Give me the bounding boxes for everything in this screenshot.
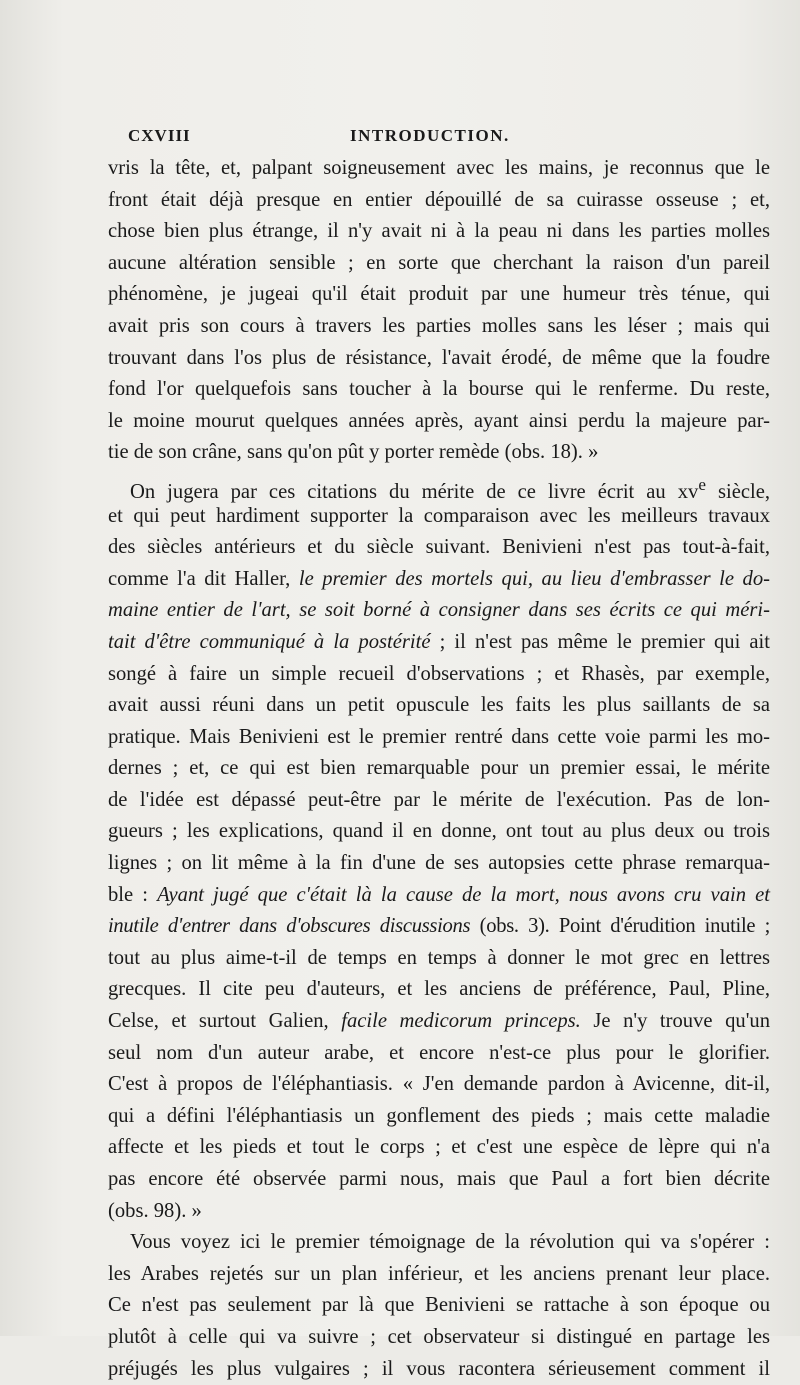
paragraph-start: Vous voyez ici le premier témoignage de la révolution qui va s'opérer : bbox=[130, 1231, 770, 1254]
text-line: trouvant dans l'os plus de résistance, l'avait érodé, de même que la foudre bbox=[108, 346, 770, 369]
text-line: Celse, et surtout Galien, facile medicorum princeps. Je n'y trouve qu'un bbox=[108, 1010, 770, 1033]
text-line: préjugés les plus vulgaires ; il vous racontera sérieusement comment il bbox=[108, 1357, 770, 1380]
text-line: et qui peut hardiment supporter la comparaison avec les meilleurs travaux bbox=[108, 504, 770, 527]
body-text bbox=[108, 153, 770, 1385]
text-line: comme l'a dit Haller, le premier des mortels qui, au lieu d'embrasser le do- bbox=[108, 567, 770, 590]
text-line: front était déjà presque en entier dépouillé de sa cuirasse osseuse ; et, bbox=[108, 188, 770, 211]
text-line: phénomène, je jugeai qu'il était produit par une humeur très ténue, qui bbox=[108, 283, 770, 306]
text-line: seul nom d'un auteur arabe, et encore n'est-ce plus pour le glorifier. bbox=[108, 1041, 770, 1064]
text-line: qui a défini l'éléphantiasis un gonflement des pieds ; mais cette maladie bbox=[108, 1104, 770, 1127]
text-line: plutôt à celle qui va suivre ; cet observateur si distingué en partage les bbox=[108, 1325, 770, 1348]
page-header bbox=[118, 126, 768, 156]
text-line: ble : Ayant jugé que c'était là la cause de la mort, nous avons cru vain et bbox=[108, 883, 770, 906]
text-line: fond l'or quelquefois sans toucher à la bourse qui le renferme. Du reste, bbox=[108, 378, 770, 401]
page-number: CXVIII bbox=[128, 126, 191, 145]
text-line: grecques. Il cite peu d'auteurs, et les anciens de préférence, Paul, Pline, bbox=[108, 978, 770, 1001]
text-line: maine entier de l'art, se soit borné à consigner dans ses écrits ce qui méri- bbox=[108, 599, 770, 622]
text-line: des siècles antérieurs et du siècle suivant. Benivieni n'est pas tout-à-fait, bbox=[108, 536, 770, 559]
text-line: tie de son crâne, sans qu'on pût y porter remède (obs. 18). » bbox=[108, 441, 599, 464]
text-line: songé à faire un simple recueil d'observations ; et Rhasès, par exemple, bbox=[108, 662, 770, 685]
text-line: Ce n'est pas seulement par là que Benivieni se rattache à son époque ou bbox=[108, 1294, 770, 1317]
text-line: de l'idée est dépassé peut-être par le mérite de l'exécution. Pas de lon- bbox=[108, 788, 770, 811]
text-line: (obs. 98). » bbox=[108, 1199, 202, 1222]
running-head: INTRODUCTION. bbox=[350, 126, 510, 145]
text-line: inutile d'entrer dans d'obscures discussions (obs. 3). Point d'érudition inutile ; bbox=[108, 915, 770, 938]
text-line: tait d'être communiqué à la postérité ; il n'est pas même le premier qui ait bbox=[108, 630, 770, 653]
text-line: lignes ; on lit même à la fin d'une de ses autopsies cette phrase remarqua- bbox=[108, 852, 770, 875]
text-line: pratique. Mais Benivieni est le premier rentré dans cette voie parmi les mo- bbox=[108, 725, 770, 748]
text-line: le moine mourut quelques années après, ayant ainsi perdu la majeure par- bbox=[108, 409, 770, 432]
text-line: affecte et les pieds et tout le corps ; et c'est une espèce de lèpre qui n'a bbox=[108, 1136, 770, 1159]
paragraph-start: On jugera par ces citations du mérite de ce livre écrit au $xv^e$ siècle, bbox=[130, 474, 770, 503]
text-line: gueurs ; les explications, quand il en donne, ont tout au plus deux ou trois bbox=[108, 820, 770, 843]
text-line: aucune altération sensible ; en sorte que cherchant la raison d'un pareil bbox=[108, 251, 770, 274]
text-line: les Arabes rejetés sur un plan inférieur, et les anciens prenant leur place. bbox=[108, 1262, 770, 1285]
text-line: avait aussi réuni dans un petit opuscule les faits les plus saillants de sa bbox=[108, 694, 770, 717]
text-line: chose bien plus étrange, il n'y avait ni à la peau ni dans les parties molles bbox=[108, 220, 770, 243]
text-line: C'est à propos de l'éléphantiasis. « J'en demande pardon à Avicenne, dit-il, bbox=[108, 1073, 770, 1096]
text-line: pas encore été observée parmi nous, mais que Paul a fort bien décrite bbox=[108, 1168, 770, 1190]
text-line: tout au plus aime-t-il de temps en temps à donner le mot grec en lettres bbox=[108, 946, 770, 969]
text-line: vris la tête, et, palpant soigneusement avec les mains, je reconnus que le bbox=[108, 157, 770, 179]
text-line: avait pris son cours à travers les parties molles sans les léser ; mais qui bbox=[108, 314, 770, 337]
text-line: dernes ; et, ce qui est bien remarquable pour un premier essai, le mérite bbox=[108, 757, 770, 780]
